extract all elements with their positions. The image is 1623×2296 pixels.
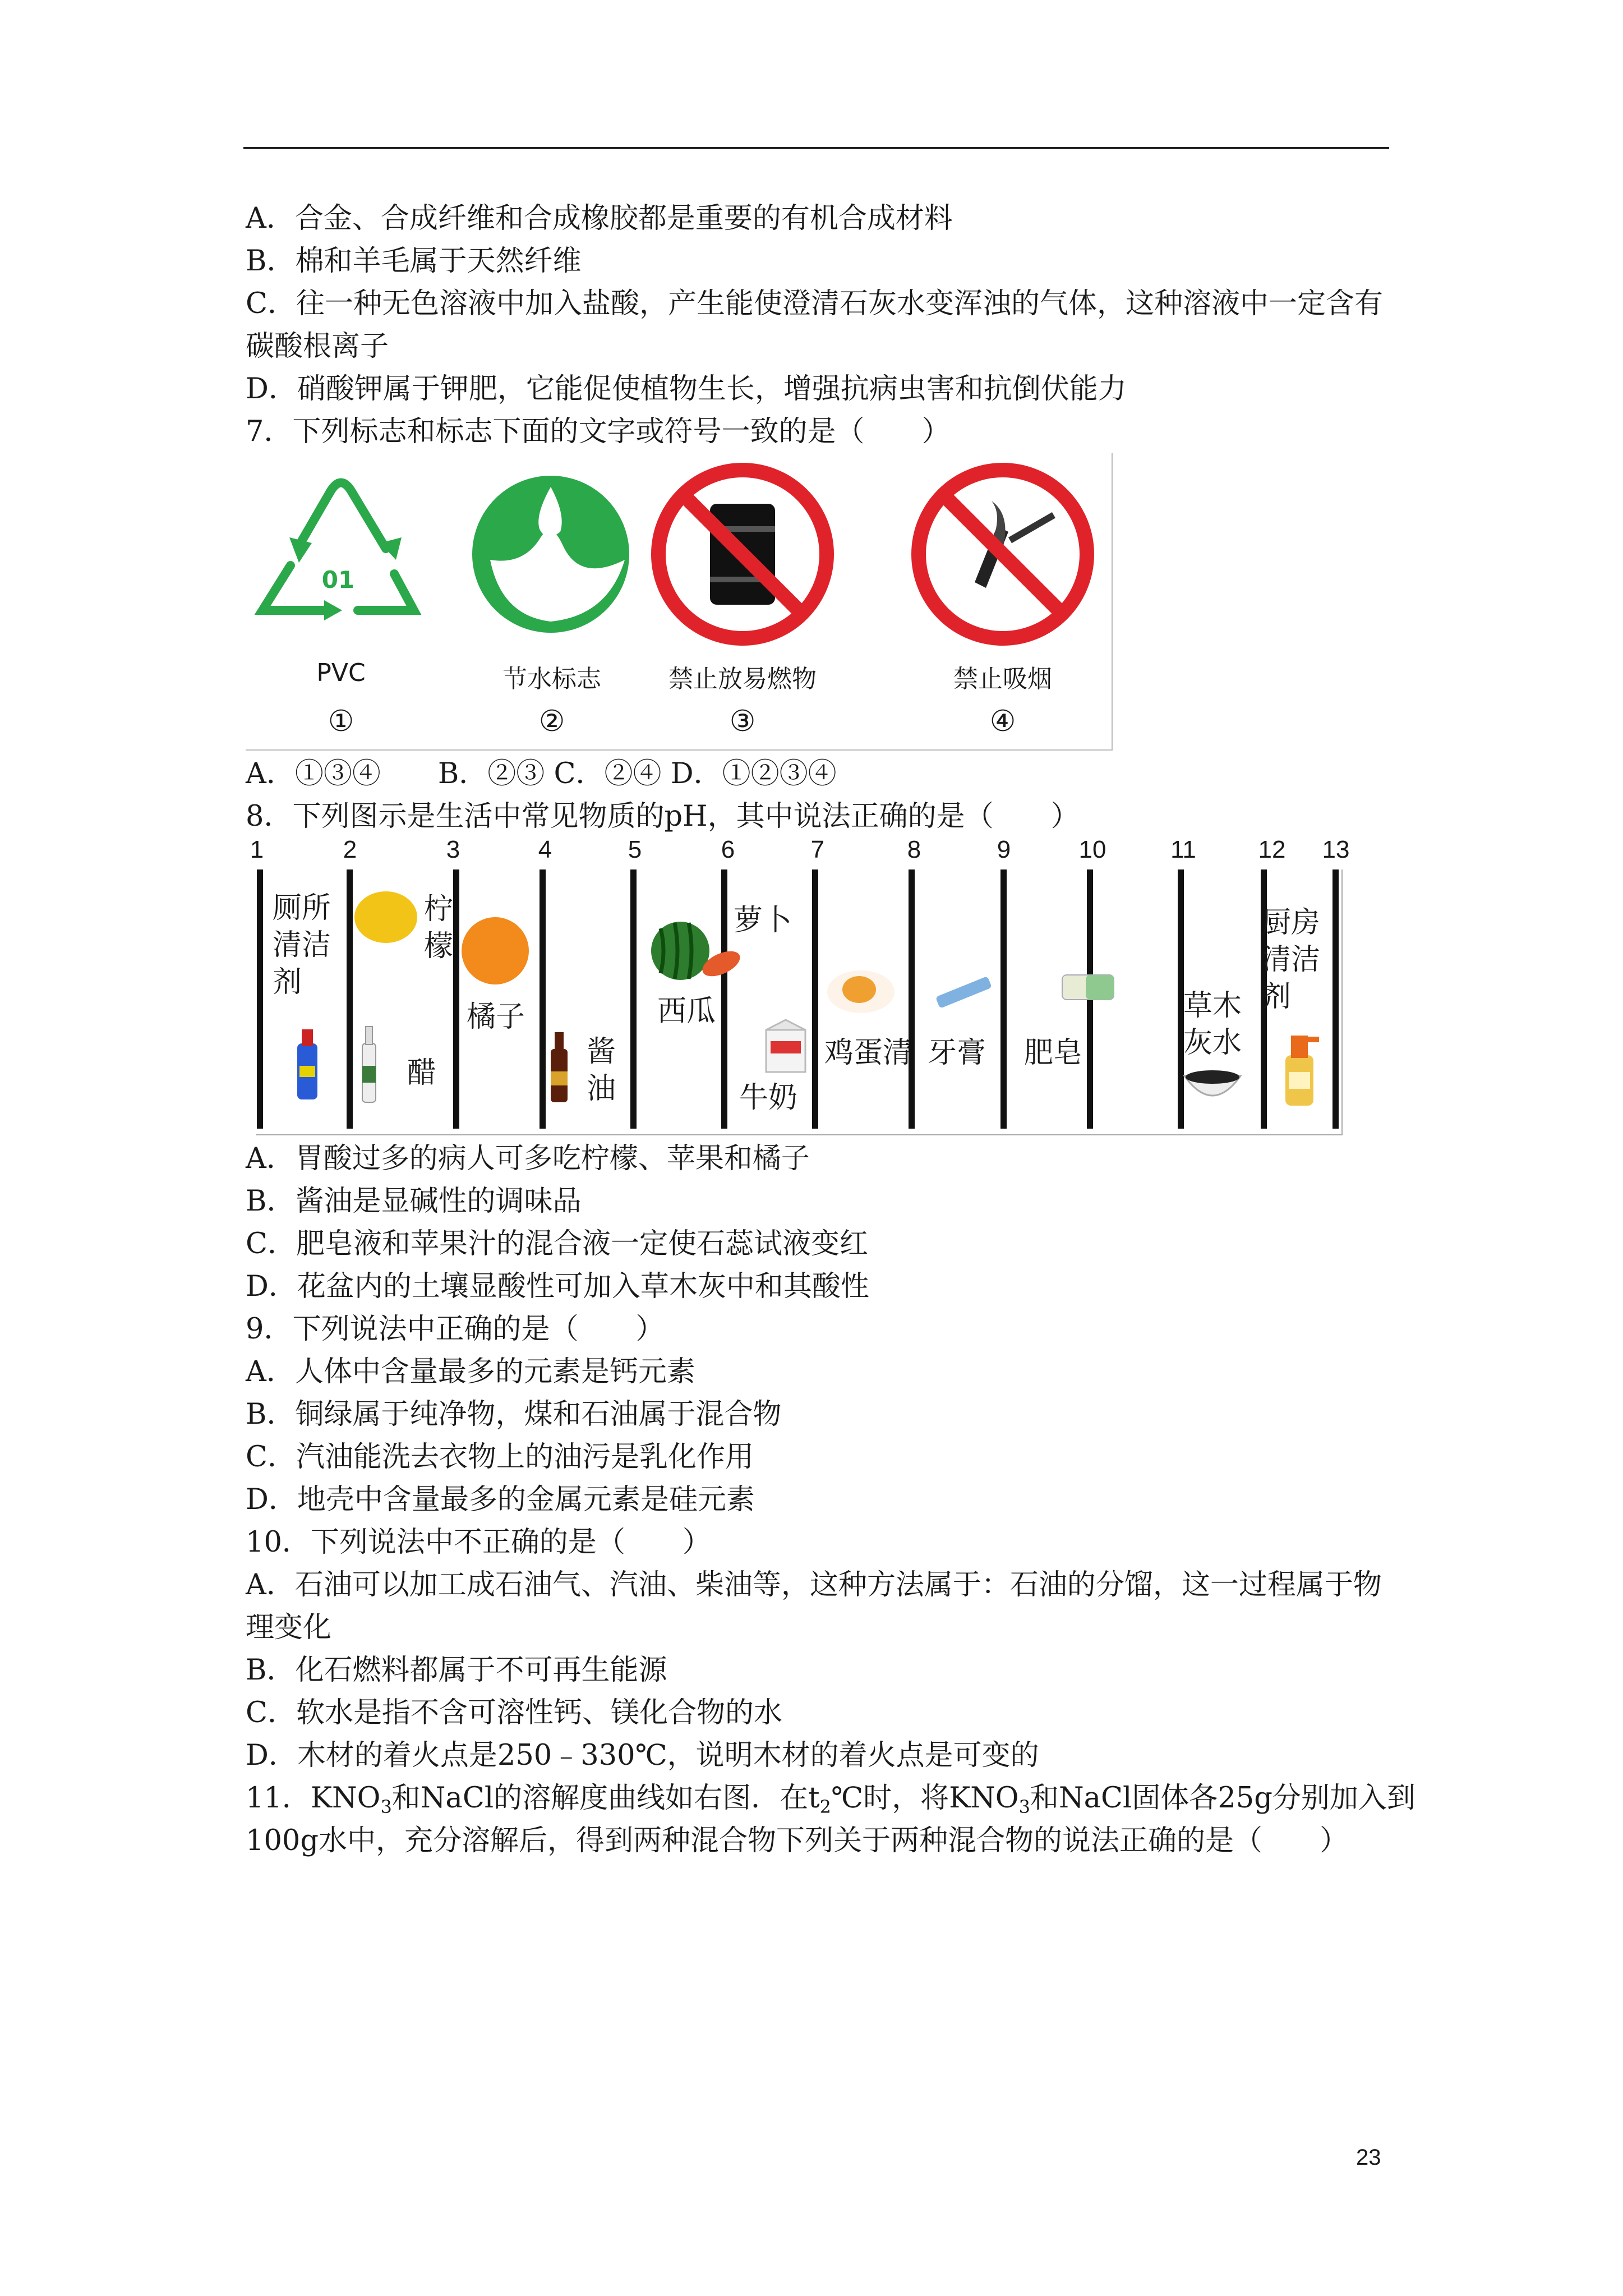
q7-options: A．①③④ B．②③ C．②④ D．①②③④ xyxy=(246,757,837,790)
ph-divider xyxy=(721,869,727,1129)
q11-sub: 2 xyxy=(819,1796,832,1818)
vinegar-bottle-icon xyxy=(358,1021,380,1105)
soap-icon xyxy=(1058,967,1119,1006)
q9-stem: 9．下列说法中正确的是（ ） xyxy=(246,1313,665,1346)
q10-option-a: A．石油可以加工成石油气、汽油、柴油等，这种方法属于：石油的分馏，这一过程属于物 xyxy=(246,1568,1382,1602)
ph-divider xyxy=(257,869,263,1129)
q8-option-a: A．胃酸过多的病人可多吃柠檬、苹果和橘子 xyxy=(246,1142,810,1175)
q9-option-b: B．铜绿属于纯净物，煤和石油属于混合物 xyxy=(246,1398,782,1431)
ph-tick-label: 2 xyxy=(343,836,357,863)
q9-option-a: A．人体中含量最多的元素是钙元素 xyxy=(246,1355,695,1388)
ph-tick-label: 11 xyxy=(1170,836,1196,863)
q6-option-d: D．硝酸钾属于钾肥，它能促使植物生长，增强抗病虫害和抗倒伏能力 xyxy=(246,372,1127,406)
ph-divider xyxy=(1000,869,1007,1129)
sign-water-saving xyxy=(457,453,647,749)
orange-icon xyxy=(459,914,532,987)
ph-item-orange: 橘子 xyxy=(467,1000,525,1034)
radish-icon xyxy=(699,947,744,981)
water-saving-icon xyxy=(457,453,647,655)
sign-label: 禁止吸烟 xyxy=(953,665,1052,693)
sign-recycle xyxy=(246,453,436,749)
sign-number: ③ xyxy=(729,705,756,738)
q11-sub: 3 xyxy=(380,1796,392,1818)
spray-bottle-icon xyxy=(1274,1030,1325,1108)
ph-item-soy: 酱油 xyxy=(587,1035,616,1106)
soy-bottle-icon xyxy=(545,1027,573,1105)
header-rule xyxy=(243,147,1389,149)
ph-divider xyxy=(1332,869,1339,1129)
q11-text: ℃时，将KNO xyxy=(831,1782,1019,1815)
egg-icon xyxy=(824,965,897,1015)
sign-label: 节水标志 xyxy=(502,665,601,693)
q10-stem: 10．下列说法中不正确的是（ ） xyxy=(246,1526,711,1559)
ph-tick-label: 1 xyxy=(250,836,264,863)
q10-option-b: B．化石燃料都属于不可再生能源 xyxy=(246,1654,667,1687)
ph-tick-label: 3 xyxy=(446,836,460,863)
q10-option-c: C．软水是指不含可溶性钙、镁化合物的水 xyxy=(246,1696,783,1729)
ph-item-vinegar: 醋 xyxy=(407,1056,437,1090)
sign-label: PVC xyxy=(316,659,366,687)
sign-label: 禁止放易燃物 xyxy=(668,665,817,693)
ph-divider xyxy=(812,869,818,1129)
toothpaste-icon xyxy=(930,969,997,1014)
bottle-icon xyxy=(291,1027,324,1105)
no-flammables-icon xyxy=(647,453,838,655)
q11-text: 和NaCl固体各25g分别加入到 xyxy=(1030,1782,1415,1815)
ph-divider xyxy=(630,869,637,1129)
q6-option-c: C．往一种无色溶液中加入盐酸，产生能使澄清石灰水变浑浊的气体，这种溶液中一定含有 xyxy=(246,287,1384,320)
q11-text: 11．KNO xyxy=(246,1782,381,1815)
ph-item-milk: 牛奶 xyxy=(739,1081,798,1115)
q6-option-b: B．棉和羊毛属于天然纤维 xyxy=(246,245,582,278)
ph-item-toothpaste: 牙膏 xyxy=(928,1036,986,1070)
ph-scale-figure xyxy=(246,836,1350,1136)
ph-tick-label: 13 xyxy=(1322,836,1350,863)
q9-option-c: C．汽油能洗去衣物上的油污是乳化作用 xyxy=(246,1441,754,1474)
ph-tick-label: 12 xyxy=(1258,836,1286,863)
sign-number: ① xyxy=(328,705,354,738)
sign-number: ② xyxy=(538,705,565,738)
ph-tick-label: 9 xyxy=(997,836,1011,863)
q8-stem: 8．下列图示是生活中常见物质的pH，其中说法正确的是（ ） xyxy=(246,800,1080,833)
ph-item-watermelon: 西瓜 xyxy=(657,995,716,1028)
q11-stem xyxy=(246,1780,1415,1825)
q8-option-d: D．花盆内的土壤显酸性可加入草木灰中和其酸性 xyxy=(246,1270,869,1303)
ph-item-egg-white: 鸡蛋清 xyxy=(824,1036,912,1070)
q7-signs-figure xyxy=(246,453,1113,751)
ph-item-radish: 萝卜 xyxy=(734,904,792,937)
q11-text: 和NaCl的溶解度曲线如右图．在t xyxy=(391,1782,820,1815)
q11-stem-cont: 100g水中，充分溶解后，得到两种混合物下列关于两种混合物的说法正确的是（ ） xyxy=(246,1824,1348,1857)
ph-item-lemon: 柠檬 xyxy=(424,892,454,963)
sign-no-smoking xyxy=(907,453,1098,749)
ph-item-toilet-cleaner: 厕所清洁剂 xyxy=(273,891,331,999)
ph-item-kitchen-cleaner: 厨房清洁剂 xyxy=(1262,906,1321,1014)
ph-tick-label: 4 xyxy=(538,836,552,863)
sign-number: ④ xyxy=(989,705,1016,738)
ph-tick-label: 8 xyxy=(907,836,921,863)
recycle-icon xyxy=(246,453,436,655)
ph-tick-label: 5 xyxy=(628,836,642,863)
q6-option-a: A．合金、合成纤维和合成橡胶都是重要的有机合成材料 xyxy=(246,202,953,235)
milk-carton-icon xyxy=(760,1019,811,1075)
ph-tick-label: 10 xyxy=(1078,836,1106,863)
ph-item-soap: 肥皂 xyxy=(1024,1036,1083,1070)
q11-sub: 3 xyxy=(1018,1796,1030,1818)
recycle-code: 01 xyxy=(321,566,355,593)
page-number: 23 xyxy=(1356,2145,1381,2170)
q10-option-a-cont: 理变化 xyxy=(246,1611,332,1644)
q8-option-b: B．酱油是显碱性的调味品 xyxy=(246,1185,582,1218)
sign-no-flammables xyxy=(647,453,838,749)
ph-tick-label: 6 xyxy=(721,836,735,863)
lemon-icon xyxy=(352,886,419,948)
q10-option-d: D．木材的着火点是250﹣330℃，说明木材的着火点是可变的 xyxy=(246,1739,1039,1772)
ph-tick-label: 7 xyxy=(810,836,825,863)
ash-bowl-icon xyxy=(1179,1065,1246,1110)
q7-stem: 7．下列标志和标志下面的文字或符号一致的是（ ） xyxy=(246,415,951,448)
ph-item-ash: 草木灰水 xyxy=(1183,989,1242,1060)
q6-option-c-cont: 碳酸根离子 xyxy=(246,330,389,363)
no-smoking-icon xyxy=(907,453,1098,655)
q8-option-c: C．肥皂液和苹果汁的混合液一定使石蕊试液变红 xyxy=(246,1227,869,1260)
ph-divider xyxy=(909,869,915,1129)
q9-option-d: D．地壳中含量最多的金属元素是硅元素 xyxy=(246,1483,755,1516)
